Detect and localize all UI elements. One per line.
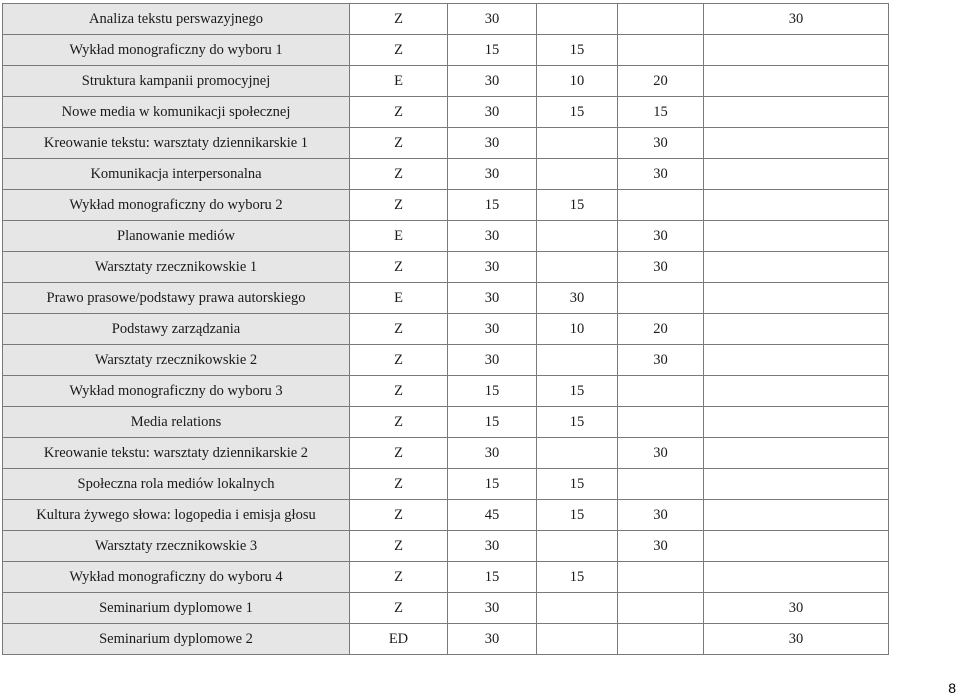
hours-column-2-cell: 15 [537,97,618,128]
hours-column-3-cell [618,624,704,655]
table-row [3,190,889,221]
table-row [3,4,889,35]
course-name-cell: Media relations [3,407,350,438]
hours-column-3-cell: 30 [618,221,704,252]
hours-column-3-cell [618,4,704,35]
hours-column-2-cell [537,624,618,655]
assessment-form-cell: Z [350,593,448,624]
assessment-form-cell: Z [350,500,448,531]
hours-column-2-cell: 10 [537,314,618,345]
total-hours-cell: 30 [448,345,537,376]
hours-column-3-cell: 30 [618,500,704,531]
table-row [3,283,889,314]
page-number: 8 [948,680,956,696]
assessment-form-cell: Z [350,35,448,66]
total-hours-cell: 15 [448,35,537,66]
hours-column-2-cell [537,128,618,159]
hours-column-4-cell [704,159,889,190]
total-hours-cell: 30 [448,97,537,128]
hours-column-2-cell [537,531,618,562]
hours-column-2-cell [537,438,618,469]
hours-column-2-cell: 15 [537,500,618,531]
course-name-cell: Komunikacja interpersonalna [3,159,350,190]
hours-column-3-cell [618,35,704,66]
hours-column-4-cell [704,190,889,221]
hours-column-2-cell: 15 [537,190,618,221]
hours-column-4-cell [704,314,889,345]
assessment-form-cell: Z [350,376,448,407]
total-hours-cell: 45 [448,500,537,531]
assessment-form-cell: Z [350,562,448,593]
total-hours-cell: 30 [448,624,537,655]
assessment-form-cell: Z [350,252,448,283]
assessment-form-cell: Z [350,4,448,35]
course-name-cell: Warsztaty rzecznikowskie 3 [3,531,350,562]
hours-column-4-cell [704,345,889,376]
hours-column-2-cell [537,252,618,283]
hours-column-3-cell: 30 [618,345,704,376]
hours-column-2-cell: 15 [537,35,618,66]
hours-column-4-cell [704,531,889,562]
hours-column-4-cell [704,407,889,438]
hours-column-4-cell: 30 [704,4,889,35]
course-name-cell: Wykład monograficzny do wyboru 3 [3,376,350,407]
hours-column-3-cell: 30 [618,438,704,469]
total-hours-cell: 15 [448,407,537,438]
table-row [3,221,889,252]
table-row [3,252,889,283]
course-name-cell: Struktura kampanii promocyjnej [3,66,350,97]
hours-column-2-cell [537,345,618,376]
hours-column-2-cell [537,593,618,624]
total-hours-cell: 30 [448,66,537,97]
assessment-form-cell: Z [350,190,448,221]
table-row [3,376,889,407]
hours-column-3-cell: 20 [618,314,704,345]
hours-column-3-cell: 20 [618,66,704,97]
hours-column-2-cell: 15 [537,407,618,438]
table-row [3,345,889,376]
hours-column-3-cell: 15 [618,97,704,128]
total-hours-cell: 30 [448,314,537,345]
assessment-form-cell: Z [350,159,448,190]
hours-column-2-cell: 15 [537,562,618,593]
assessment-form-cell: E [350,66,448,97]
table-row [3,469,889,500]
hours-column-4-cell [704,66,889,97]
hours-column-4-cell [704,438,889,469]
hours-column-3-cell: 30 [618,159,704,190]
hours-column-4-cell [704,283,889,314]
hours-column-4-cell [704,376,889,407]
hours-column-2-cell: 10 [537,66,618,97]
course-name-cell: Nowe media w komunikacji społecznej [3,97,350,128]
assessment-form-cell: Z [350,438,448,469]
course-name-cell: Prawo prasowe/podstawy prawa autorskiego [3,283,350,314]
hours-column-4-cell [704,128,889,159]
total-hours-cell: 30 [448,531,537,562]
total-hours-cell: 30 [448,4,537,35]
total-hours-cell: 30 [448,593,537,624]
course-name-cell: Społeczna rola mediów lokalnych [3,469,350,500]
total-hours-cell: 30 [448,252,537,283]
course-name-cell: Kreowanie tekstu: warsztaty dziennikarskie 1 [3,128,350,159]
hours-column-4-cell [704,252,889,283]
hours-column-3-cell [618,562,704,593]
assessment-form-cell: E [350,283,448,314]
assessment-form-cell: Z [350,128,448,159]
hours-column-3-cell [618,593,704,624]
total-hours-cell: 15 [448,469,537,500]
hours-column-2-cell [537,159,618,190]
total-hours-cell: 30 [448,221,537,252]
table-row [3,159,889,190]
course-name-cell: Wykład monograficzny do wyboru 4 [3,562,350,593]
hours-column-4-cell: 30 [704,624,889,655]
table-row [3,593,889,624]
total-hours-cell: 15 [448,190,537,221]
total-hours-cell: 15 [448,562,537,593]
table-row [3,66,889,97]
assessment-form-cell: Z [350,531,448,562]
hours-column-4-cell: 30 [704,593,889,624]
course-name-cell: Seminarium dyplomowe 2 [3,624,350,655]
assessment-form-cell: Z [350,469,448,500]
assessment-form-cell: Z [350,314,448,345]
hours-column-3-cell [618,190,704,221]
table-row [3,562,889,593]
table-row [3,624,889,655]
assessment-form-cell: Z [350,407,448,438]
course-table-body [3,4,889,655]
assessment-form-cell: ED [350,624,448,655]
table-row [3,128,889,159]
course-name-cell: Kreowanie tekstu: warsztaty dziennikarskie 2 [3,438,350,469]
assessment-form-cell: E [350,221,448,252]
assessment-form-cell: Z [350,97,448,128]
total-hours-cell: 30 [448,159,537,190]
total-hours-cell: 15 [448,376,537,407]
course-name-cell: Analiza tekstu perswazyjnego [3,4,350,35]
assessment-form-cell: Z [350,345,448,376]
hours-column-3-cell: 30 [618,531,704,562]
hours-column-4-cell [704,562,889,593]
hours-column-3-cell: 30 [618,128,704,159]
hours-column-4-cell [704,500,889,531]
course-name-cell: Warsztaty rzecznikowskie 1 [3,252,350,283]
table-row [3,35,889,66]
total-hours-cell: 30 [448,438,537,469]
hours-column-4-cell [704,469,889,500]
course-name-cell: Wykład monograficzny do wyboru 2 [3,190,350,221]
hours-column-3-cell [618,469,704,500]
course-name-cell: Kultura żywego słowa: logopedia i emisja głosu [3,500,350,531]
hours-column-2-cell: 15 [537,376,618,407]
total-hours-cell: 30 [448,128,537,159]
table-row [3,500,889,531]
hours-column-2-cell [537,221,618,252]
hours-column-3-cell [618,283,704,314]
table-row [3,438,889,469]
table-row [3,407,889,438]
course-name-cell: Planowanie mediów [3,221,350,252]
total-hours-cell: 30 [448,283,537,314]
hours-column-3-cell [618,407,704,438]
hours-column-4-cell [704,221,889,252]
hours-column-3-cell [618,376,704,407]
hours-column-2-cell [537,4,618,35]
table-row [3,97,889,128]
course-table [2,3,889,655]
table-row [3,314,889,345]
table-row [3,531,889,562]
course-name-cell: Wykład monograficzny do wyboru 1 [3,35,350,66]
hours-column-3-cell: 30 [618,252,704,283]
course-name-cell: Seminarium dyplomowe 1 [3,593,350,624]
hours-column-2-cell: 30 [537,283,618,314]
course-name-cell: Podstawy zarządzania [3,314,350,345]
hours-column-4-cell [704,97,889,128]
hours-column-4-cell [704,35,889,66]
hours-column-2-cell: 15 [537,469,618,500]
course-name-cell: Warsztaty rzecznikowskie 2 [3,345,350,376]
